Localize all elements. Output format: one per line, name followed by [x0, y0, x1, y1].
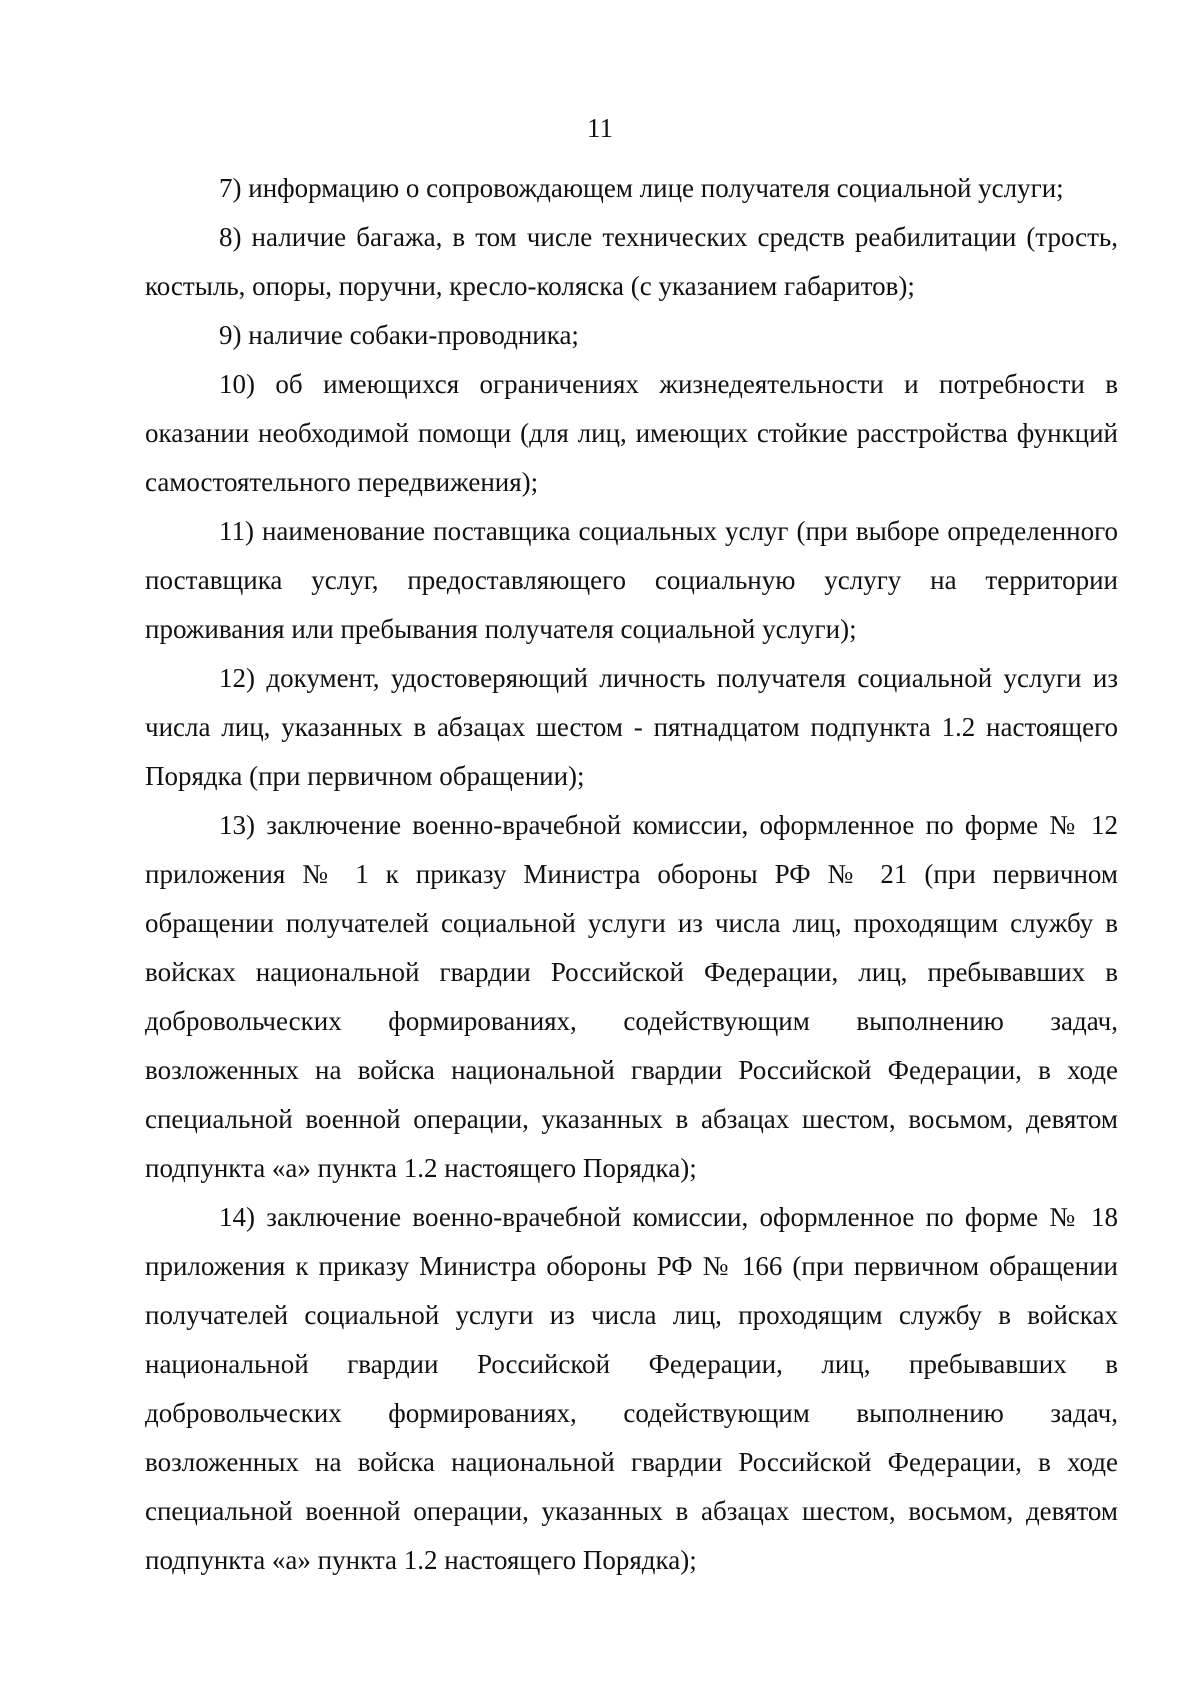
list-item-10: 10) об имеющихся ограничениях жизнедеятельности и потребности в оказании необходимой помощи (для лиц, имеющих стойкие расстройства функций самостоятельного передвижения);	[145, 369, 1118, 497]
page-number: 11	[587, 113, 613, 143]
list-item-14: 14) заключение военно-врачебной комиссии, оформленное по форме № 18 приложения к приказу Министра обороны РФ № 166 (при первичном обращении получателей социальной услуги из числа лиц, проходящим службу в войсках национальной гвардии Российской Федерации, лиц, пребывавших в добровольческих формированиях, содействующим выполнению задач, возложенных на войска национальной гвардии Российской Федерации, в ходе специальной военной операции, указанных в абзацах шестом, восьмом, девятом подпункта «а» пункта 1.2 настоящего Порядка);	[145, 1202, 1118, 1575]
document-body	[145, 164, 1118, 1585]
list-item-13: 13) заключение военно-врачебной комиссии, оформленное по форме № 12 приложения № 1 к приказу Министра обороны РФ № 21 (при первичном обращении получателей социальной услуги из числа лиц, проходящим службу в войсках национальной гвардии Российской Федерации, лиц, пребывавших в добровольческих формированиях, содействующим выполнению задач, возложенных на войска национальной гвардии Российской Федерации, в ходе специальной военной операции, указанных в абзацах шестом, восьмом, девятом подпункта «а» пункта 1.2 настоящего Порядка);	[145, 810, 1118, 1183]
list-item-7: 7) информацию о сопровождающем лице получателя социальной услуги;	[219, 173, 1064, 203]
list-item-11: 11) наименование поставщика социальных услуг (при выборе определенного поставщика услуг, предоставляющего социальную услугу на территории проживания или пребывания получателя социальной услуги);	[145, 516, 1118, 644]
list-item-9: 9) наличие собаки-проводника;	[219, 320, 579, 350]
list-item-8: 8) наличие багажа, в том числе технических средств реабилитации (трость, костыль, опоры, поручни, кресло-коляска (с указанием габаритов);	[145, 222, 1118, 301]
list-item-12: 12) документ, удостоверяющий личность получателя социальной услуги из числа лиц, указанных в абзацах шестом - пятнадцатом подпункта 1.2 настоящего Порядка (при первичном обращении);	[145, 663, 1118, 791]
